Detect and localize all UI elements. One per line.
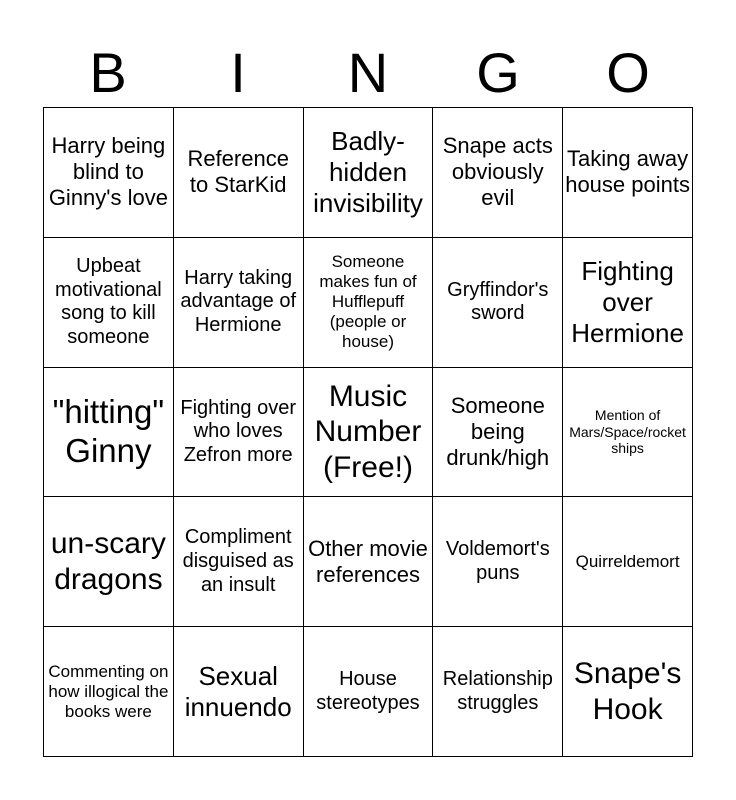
bingo-cell[interactable]: Snape's Hook	[563, 627, 693, 757]
bingo-cell[interactable]: Badly-hidden invisibility	[304, 108, 434, 238]
bingo-cell[interactable]: Commenting on how illogical the books were	[44, 627, 174, 757]
bingo-cell[interactable]: Relationship struggles	[433, 627, 563, 757]
bingo-cell[interactable]: un-scary dragons	[44, 497, 174, 627]
bingo-cell[interactable]: Snape acts obviously evil	[433, 108, 563, 238]
bingo-cell[interactable]: "hitting" Ginny	[44, 368, 174, 498]
header-letter-b: B	[89, 41, 127, 104]
bingo-cell[interactable]: Harry being blind to Ginny's love	[44, 108, 174, 238]
bingo-cell[interactable]: Other movie references	[304, 497, 434, 627]
header-letter-n: N	[347, 41, 389, 104]
bingo-cell[interactable]: Compliment disguised as an insult	[174, 497, 304, 627]
bingo-cell[interactable]: Voldemort's puns	[433, 497, 563, 627]
bingo-cell[interactable]: Someone makes fun of Hufflepuff (people or house)	[304, 238, 434, 368]
bingo-cell[interactable]: Upbeat motivational song to kill someone	[44, 238, 174, 368]
bingo-cell free-space[interactable]: Music Number (Free!)	[304, 368, 434, 498]
bingo-cell[interactable]: House stereotypes	[304, 627, 434, 757]
bingo-cell[interactable]: Harry taking advantage of Hermione	[174, 238, 304, 368]
bingo-cell[interactable]: Fighting over who loves Zefron more	[174, 368, 304, 498]
bingo-board	[43, 107, 693, 757]
bingo-header	[43, 40, 693, 106]
bingo-cell[interactable]: Someone being drunk/high	[433, 368, 563, 498]
header-letter-i: I	[230, 41, 246, 104]
bingo-cell[interactable]: Mention of Mars/Space/rocket ships	[563, 368, 693, 498]
bingo-cell[interactable]: Quirreldemort	[563, 497, 693, 627]
header-letter-o: O	[606, 41, 650, 104]
bingo-cell[interactable]: Reference to StarKid	[174, 108, 304, 238]
bingo-cell[interactable]: Taking away house points	[563, 108, 693, 238]
bingo-cell[interactable]: Sexual innuendo	[174, 627, 304, 757]
bingo-cell[interactable]: Gryffindor's sword	[433, 238, 563, 368]
header-letter-g: G	[476, 41, 520, 104]
bingo-cell[interactable]: Fighting over Hermione	[563, 238, 693, 368]
